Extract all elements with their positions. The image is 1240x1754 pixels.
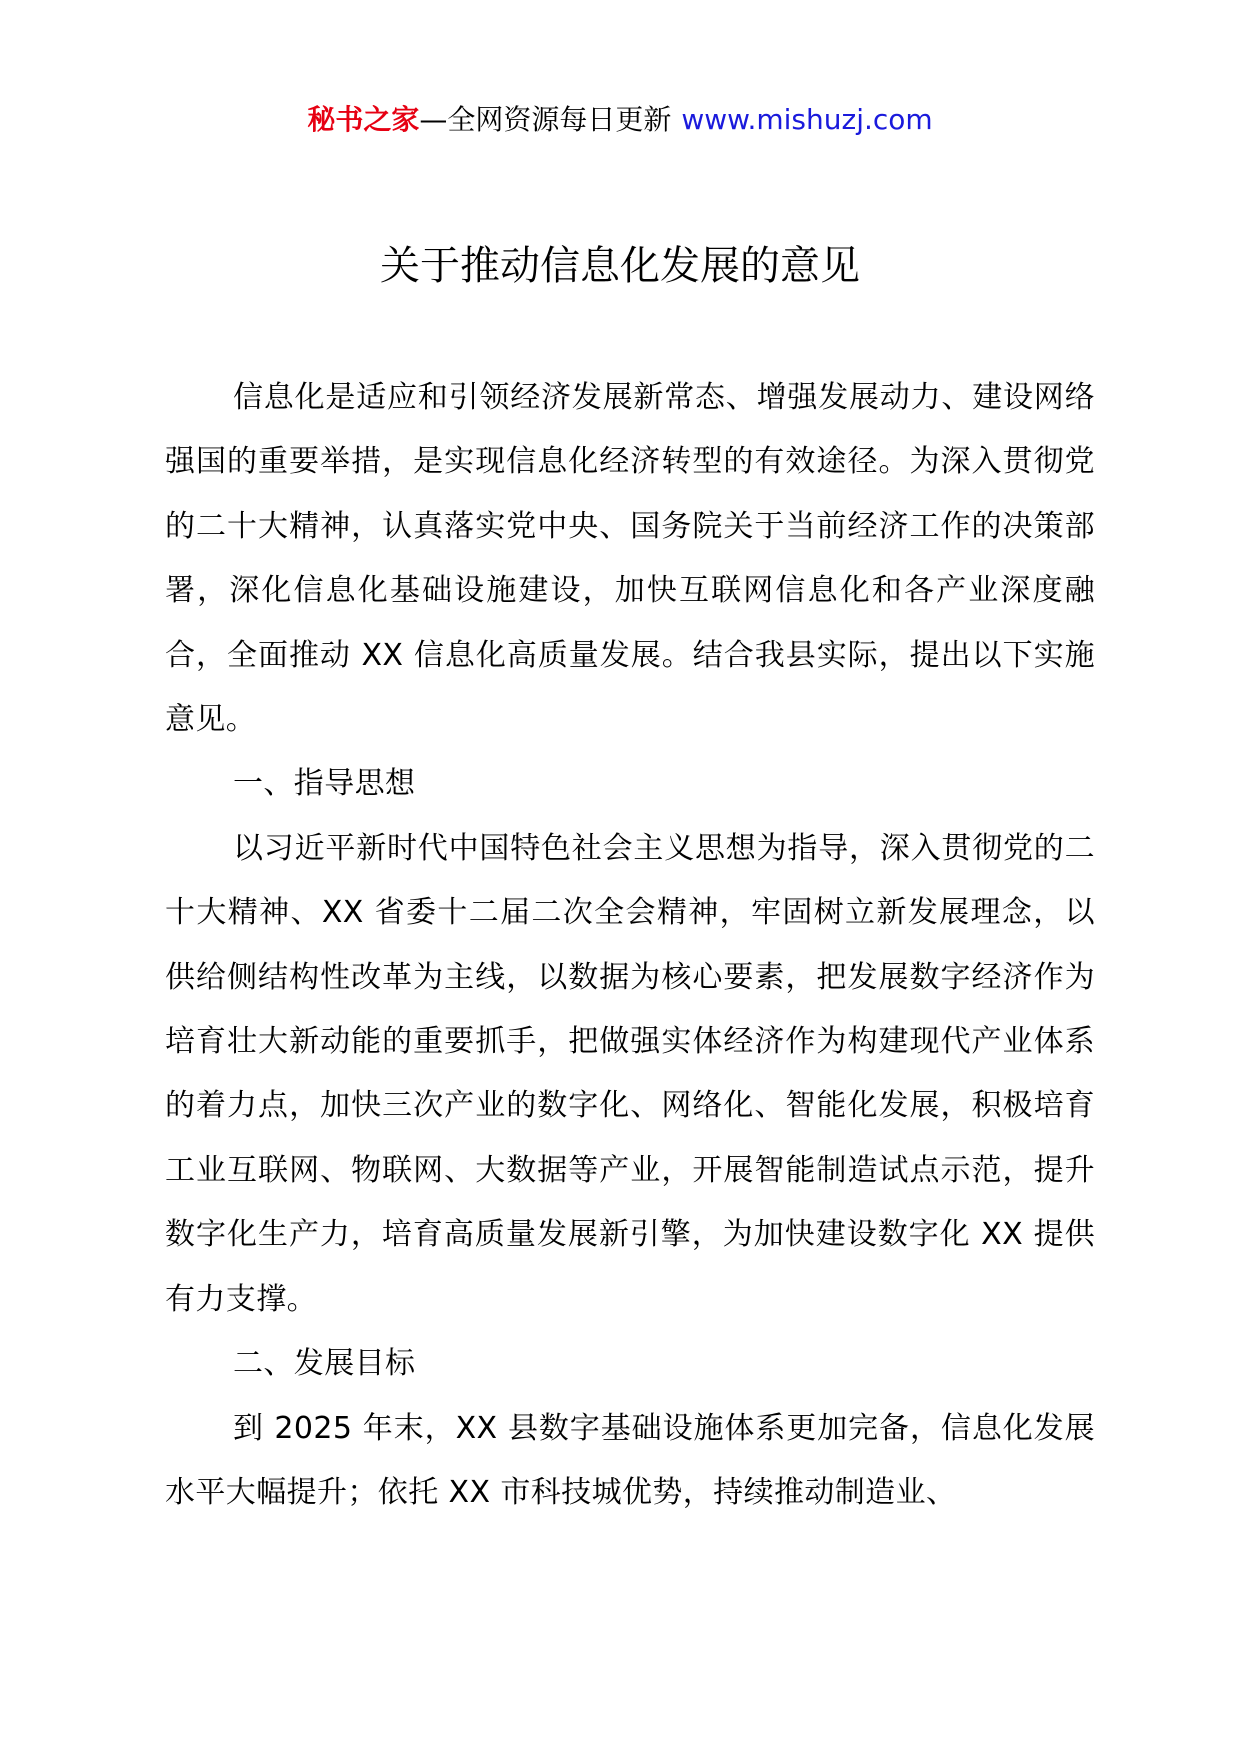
site-slogan: —全网资源每日更新	[419, 103, 672, 136]
brand-name: 秘书之家	[307, 103, 420, 136]
site-header	[0, 100, 1240, 140]
document-title: 关于推动信息化发展的意见	[380, 243, 860, 289]
site-url-link[interactable]: www.mishuzj.com	[681, 103, 933, 136]
section-heading-development-goals: 二、发展目标	[233, 1346, 416, 1382]
intro-paragraph: 信息化是适应和引领经济发展新常态、增强发展动力、建设网络强国的重要举措，是实现信息化经济转型的有效途径。为深入贯彻党的二十大精神，认真落实党中央、国务院关于当前经济工作的决策部署，深化信息化基础设施建设，加快互联网信息化和各产业深度融合，全面推动 XX 信息化高质量发展。结合我县实际，提出以下实施意见。	[165, 380, 1095, 738]
document-body	[165, 366, 1095, 1525]
section-heading-guiding-thought: 一、指导思想	[233, 766, 416, 802]
development-goals-paragraph: 到 2025 年末，XX 县数字基础设施体系更加完备，信息化发展水平大幅提升；依托 XX 市科技城优势，持续推动制造业、	[165, 1410, 1095, 1510]
guiding-thought-paragraph: 以习近平新时代中国特色社会主义思想为指导，深入贯彻党的二十大精神、XX 省委十二届二次全会精神，牢固树立新发展理念，以供给侧结构性改革为主线，以数据为核心要素，把发展数字经济作为培育壮大新动能的重要抓手，把做强实体经济作为构建现代产业体系的着力点，加快三次产业的数字化、网络化、智能化发展，积极培育工业互联网、物联网、大数据等产业，开展智能制造试点示范，提升数字化生产力，培育高质量发展新引擎，为加快建设数字化 XX 提供有力支撑。	[165, 830, 1095, 1317]
